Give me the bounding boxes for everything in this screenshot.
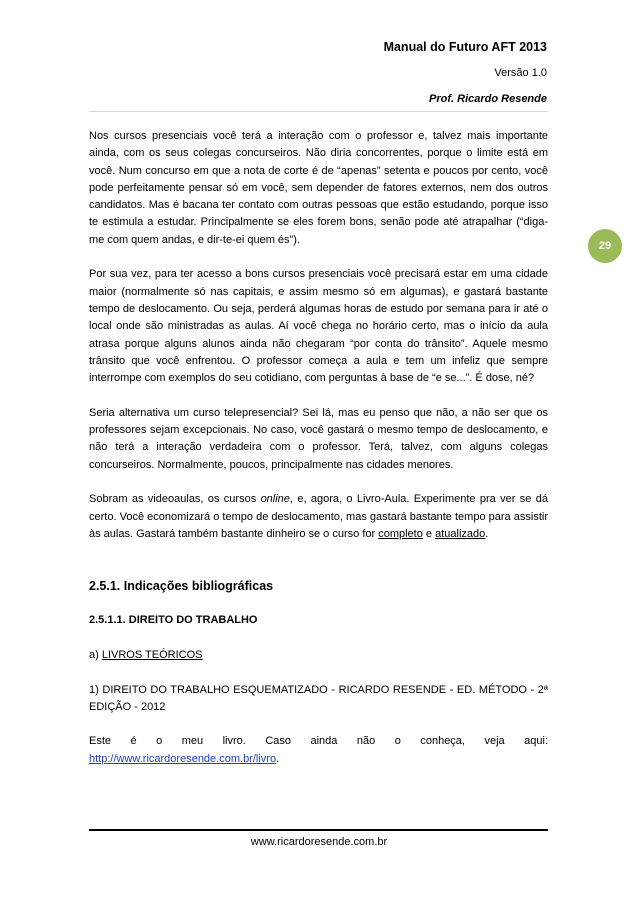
paragraph xyxy=(89,491,548,543)
underlined-term: LIVROS TEÓRICOS xyxy=(101,648,203,661)
text-span: , e, agora, o Livro-Aula. Experimente pra ver se dá certo. Você economizará o tempo de deslocamento, mas gastará bastante tempo para assistir às aulas. Gastará também bastante dinheiro se o curso for xyxy=(89,493,548,540)
italic-term: online xyxy=(260,493,290,506)
text-span: a) xyxy=(89,648,102,661)
book-note xyxy=(89,733,548,750)
header-author: Prof. Ricardo Resende xyxy=(429,93,547,105)
text-span: . xyxy=(276,752,280,765)
text-span: . xyxy=(485,527,489,540)
page-number-badge: 29 xyxy=(588,229,622,263)
books-label xyxy=(89,647,548,664)
book-link-line xyxy=(89,751,548,768)
underlined-term: atualizado xyxy=(435,527,486,540)
footer-url: www.ricardoresende.com.br xyxy=(250,836,388,848)
footer-divider xyxy=(89,829,548,831)
text-span: Sobram as videoaulas, os cursos xyxy=(89,493,261,506)
book-item: 1) DIREITO DO TRABALHO ESQUEMATIZADO - RICARDO RESENDE - ED. MÉTODO - 2ª EDIÇÃO - 2012 xyxy=(89,683,548,713)
document-body xyxy=(89,128,548,768)
section-heading: 2.5.1. Indicações bibliográficas xyxy=(89,578,274,593)
text-span: e xyxy=(422,527,436,540)
header-divider xyxy=(89,111,548,112)
subsection-heading: 2.5.1.1. DIREITO DO TRABALHO xyxy=(89,614,258,627)
paragraph: Por sua vez, para ter acesso a bons cursos presenciais você precisará estar em uma cidade maior (normalmente só nas capitais, e assim mesmo só em algumas), e gastará bastante tempo de deslocamento. Ou seja, perderá algumas horas de estudo por semana para ir até o local onde são ministradas as aulas. Aí você chega no horário certo, mas o início da aula atrasa porque alguns alunos ainda não chegaram “por conta do trânsito”. Aquele mesmo trânsito que você enfrentou. O professor começa a aula e tem um infeliz que sempre interrompe com exemplos do seu cotidiano, com perguntas à base de “e se...”. É dose, né? xyxy=(89,268,548,385)
text-span: Este é o meu livro. Caso ainda não o conheça, veja aqui: xyxy=(89,735,548,748)
header-version: Versão 1.0 xyxy=(494,67,547,79)
paragraph: Seria alternativa um curso telepresencial? Sei lá, mas eu penso que não, a não ser que os professores sejam excepcionais. No caso, você gastará o mesmo tempo de deslocamento, e não terá a interação verdadeira com o professor. Terá, talvez, com alguns colegas concurseiros. Normalmente, poucos, principalmente nas cidades menores. xyxy=(89,406,548,471)
underlined-term: completo xyxy=(378,527,423,540)
paragraph: Nos cursos presenciais você terá a interação com o professor e, talvez mais importante ainda, com os seus colegas concurseiros. Não diria concorrentes, porque o limite está em você. Num concurso em que a nota de corte é de “apenas” setenta e poucos por cento, você pode perfeitamente pensar só em você, sem depender de fatores externos, nem dos outros candidatos. Mas é bacana ter contato com outras pessoas que estão estudando, porque isso te estimula a estudar. Principalmente se eles forem bons, senão pode até atrapalhar (“diga-me com quem andas, e dir-te-ei quem és”). xyxy=(89,130,548,246)
header-title: Manual do Futuro AFT 2013 xyxy=(383,40,547,54)
book-link[interactable]: http://www.ricardoresende.com.br/livro xyxy=(89,752,277,765)
